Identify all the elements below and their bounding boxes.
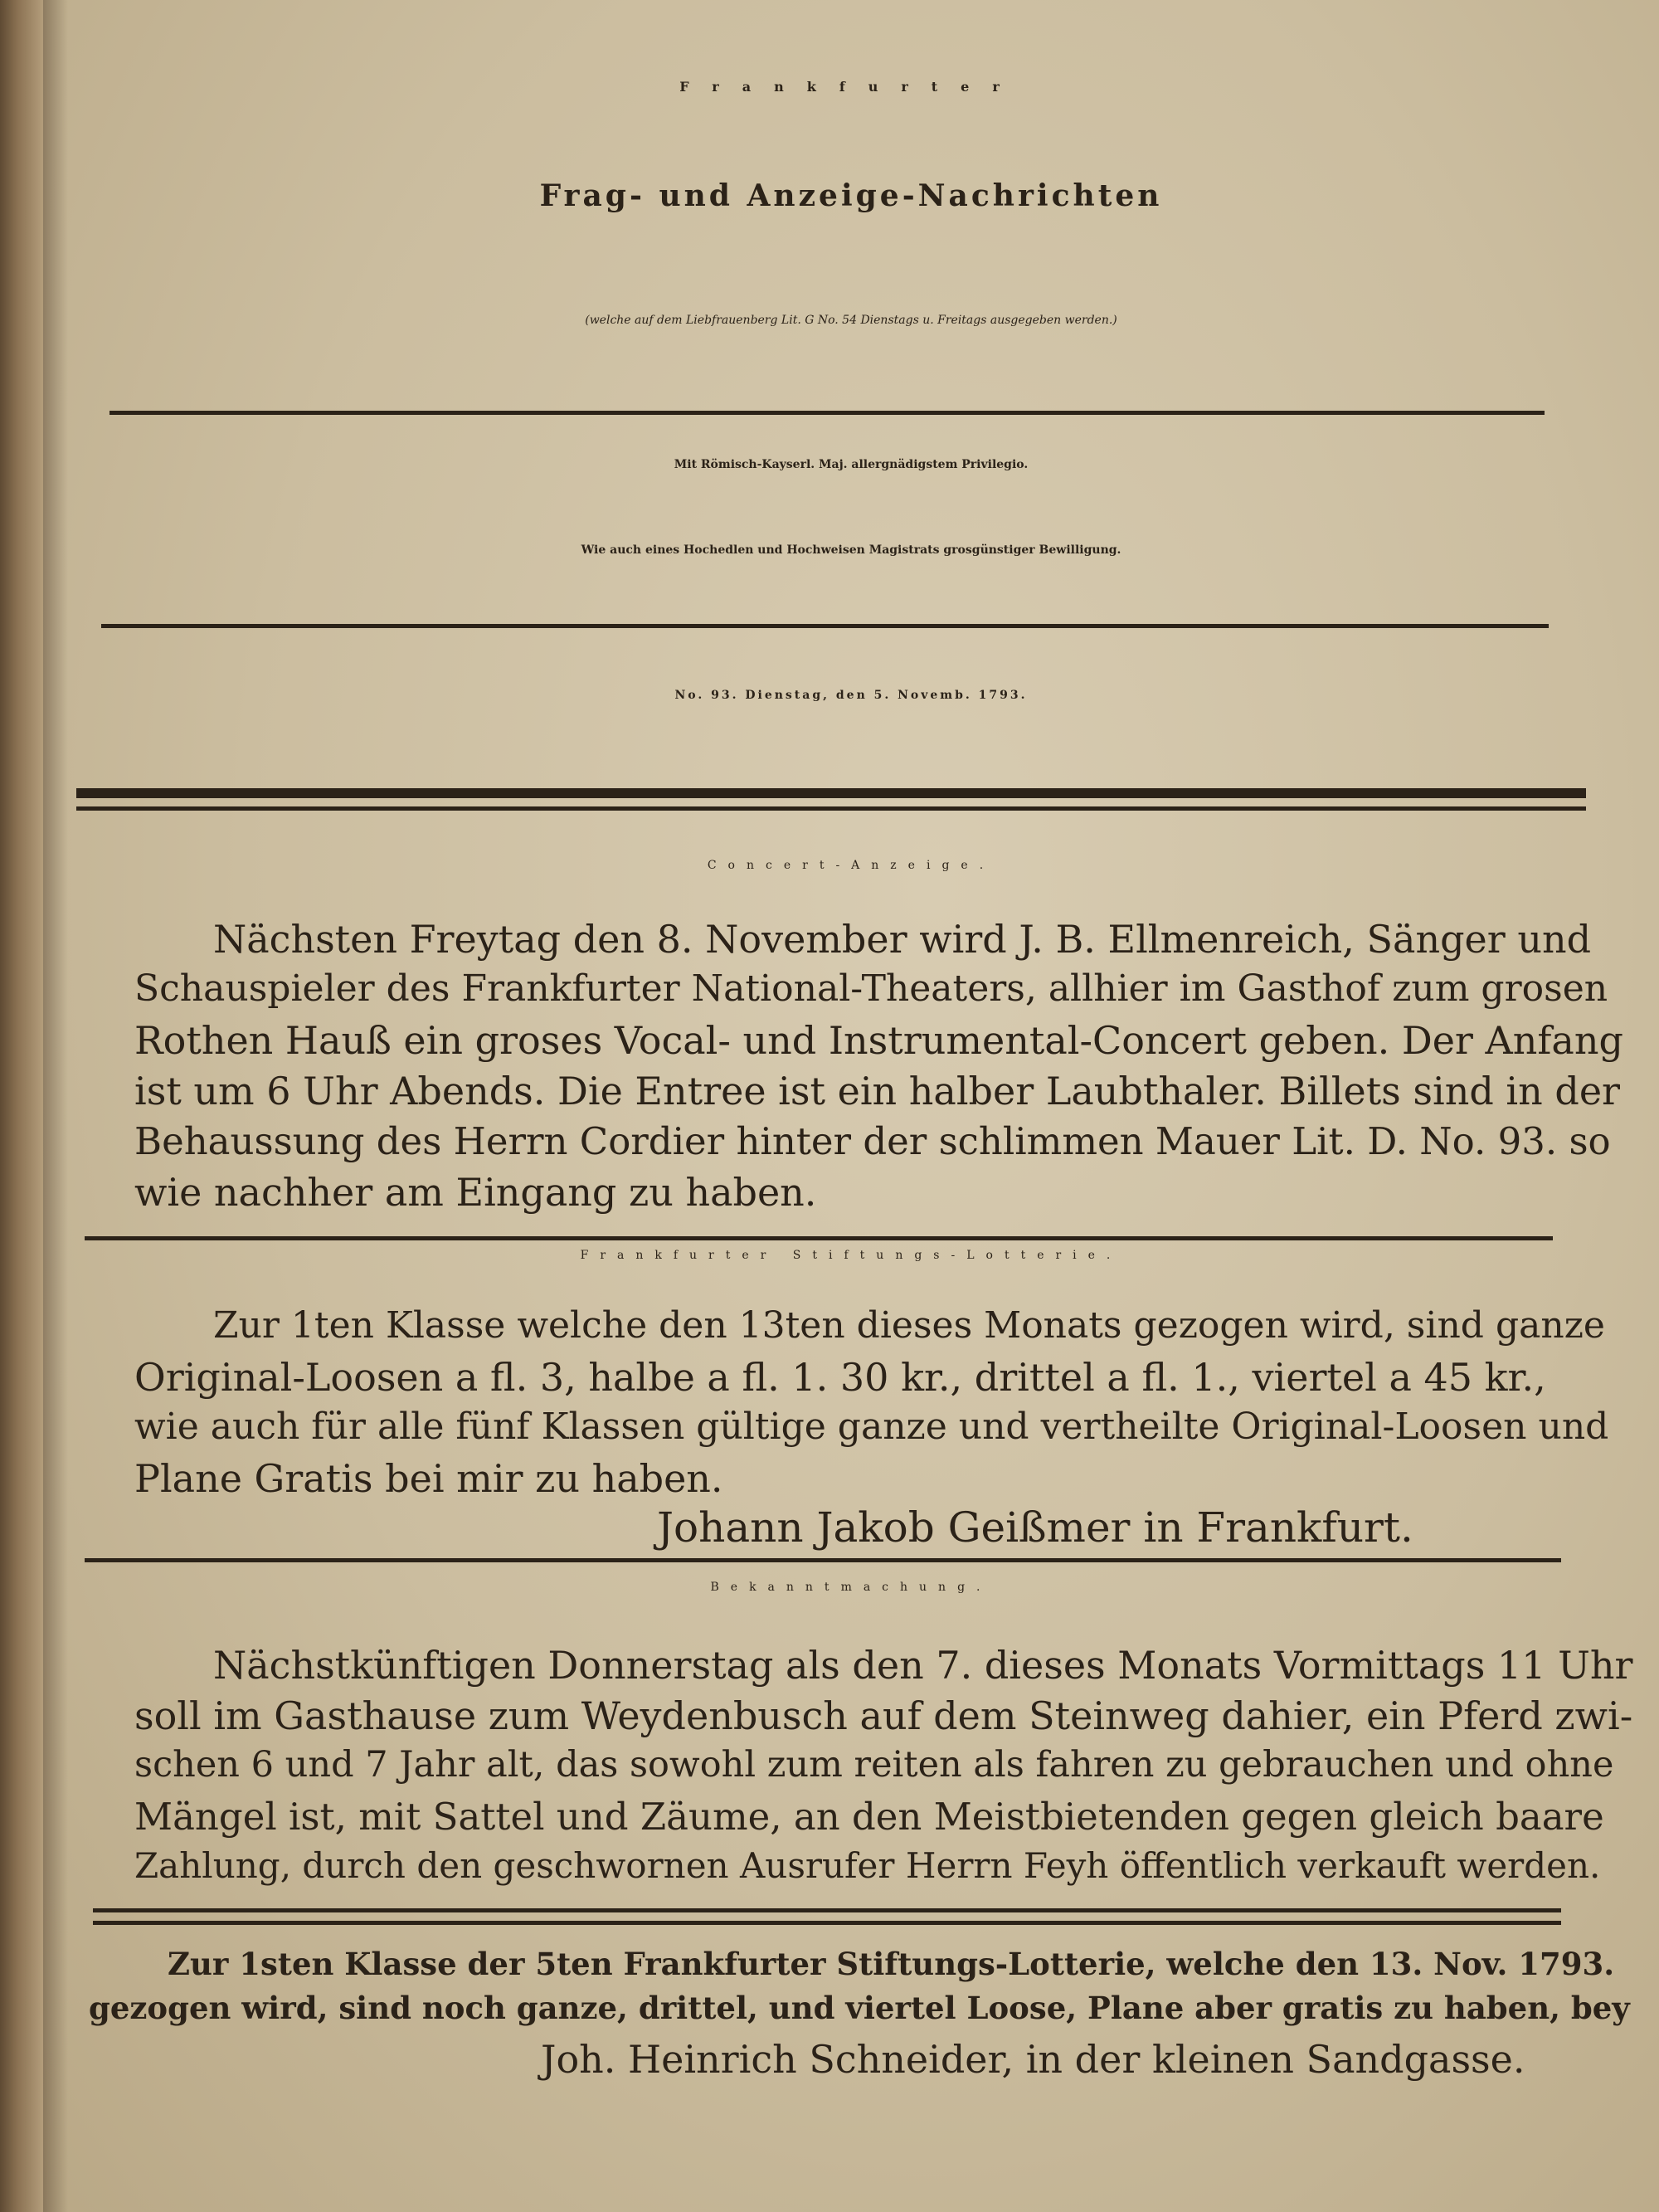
notice-concert-line: Behaussung des Herrn Cordier hinter der schlimmen Mauer Lit. D. No. 93. so bbox=[134, 1119, 1611, 1163]
notice-lottery-line: wie auch für alle fünf Klassen gültige ganze und vertheilte Original-Loosen und bbox=[134, 1406, 1609, 1448]
issue-line: No. 93. Dienstag, den 5. Novemb. 1793. bbox=[674, 689, 1028, 702]
book-spine-edge bbox=[0, 0, 43, 2212]
notice-concert-line: Schauspieler des Frankfurter National-Theaters, allhier im Gasthof zum grosen bbox=[134, 967, 1608, 1010]
notice-lottery-signature: Johann Jakob Geißmer in Frankfurt. bbox=[657, 1503, 1413, 1552]
privilege-line-1: Mit Römisch-Kayserl. Maj. allergnädigstem Privilegio. bbox=[674, 458, 1029, 471]
divider-rule bbox=[109, 411, 1545, 415]
notice-lottery-line: Original-Loosen a fl. 3, halbe a fl. 1. 30 kr., drittel a fl. 1., viertel a 45 kr., bbox=[134, 1355, 1546, 1400]
notice-concert-heading: Concert-Anzeige. bbox=[707, 859, 995, 872]
notice-small-signature: Joh. Heinrich Schneider, in der kleinen Sandgasse. bbox=[541, 2037, 1525, 2082]
notice-concert-line: Nächsten Freytag den 8. November wird J. B. Ellmenreich, Sänger und bbox=[213, 917, 1592, 962]
masthead-title-line-2: Frag- und Anzeige-Nachrichten bbox=[539, 178, 1163, 213]
notice-concert-line: Rothen Hauß ein groses Vocal- und Instrumental-Concert geben. Der Anfang bbox=[134, 1018, 1623, 1063]
divider-rule bbox=[85, 1558, 1561, 1562]
notice-lottery-line: Zur 1ten Klasse welche den 13ten dieses Monats gezogen wird, sind ganze bbox=[213, 1304, 1605, 1347]
divider-rule bbox=[85, 1236, 1553, 1240]
masthead-subtitle: (welche auf dem Liebfrauenberg Lit. G No. 54 Dienstags u. Freitags ausgegeben werden.) bbox=[585, 314, 1117, 327]
notice-concert-line: ist um 6 Uhr Abends. Die Entree ist ein halber Laubthaler. Billets sind in der bbox=[134, 1069, 1621, 1113]
notice-small-line: Zur 1sten Klasse der 5ten Frankfurter Stiftungs-Lotterie, welche den 13. Nov. 1793. bbox=[168, 1946, 1615, 1982]
notice-small-line: gezogen wird, sind noch ganze, drittel, und viertel Loose, Plane aber gratis zu haben, bey bbox=[89, 1990, 1630, 2026]
privilege-line-2: Wie auch eines Hochedlen und Hochweisen Magistrats grosgünstiger Bewilligung. bbox=[581, 543, 1121, 557]
notice-announcement-line: schen 6 und 7 Jahr alt, das sowohl zum reiten als fahren zu gebrauchen und ohne bbox=[134, 1744, 1614, 1786]
double-rule-bottom bbox=[76, 806, 1586, 811]
notice-announcement-heading: Bekanntmachung. bbox=[710, 1581, 992, 1594]
double-rule-top bbox=[76, 788, 1586, 798]
notice-lottery-line: Plane Gratis bei mir zu haben. bbox=[134, 1456, 723, 1501]
notice-announcement-line: Nächstkünftigen Donnerstag als den 7. dieses Monats Vormittags 11 Uhr bbox=[213, 1643, 1633, 1688]
newspaper-page bbox=[43, 0, 1659, 2212]
divider-rule bbox=[101, 624, 1549, 628]
notice-lottery-heading: Frankfurter Stiftungs-Lotterie. bbox=[580, 1249, 1122, 1262]
notice-announcement-line: Zahlung, durch den geschwornen Ausrufer Herrn Feyh öffentlich verkauft werden. bbox=[134, 1845, 1601, 1886]
divider-rule bbox=[93, 1908, 1561, 1912]
notice-announcement-line: soll im Gasthause zum Weydenbusch auf dem Steinweg dahier, ein Pferd zwi- bbox=[134, 1693, 1633, 1738]
notice-announcement-line: Mängel ist, mit Sattel und Zäume, an den Meistbietenden gegen gleich baare bbox=[134, 1795, 1604, 1839]
masthead-title-line-1: Frankfurter bbox=[679, 79, 1023, 95]
divider-rule bbox=[93, 1921, 1561, 1925]
notice-concert-line: wie nachher am Eingang zu haben. bbox=[134, 1170, 817, 1215]
